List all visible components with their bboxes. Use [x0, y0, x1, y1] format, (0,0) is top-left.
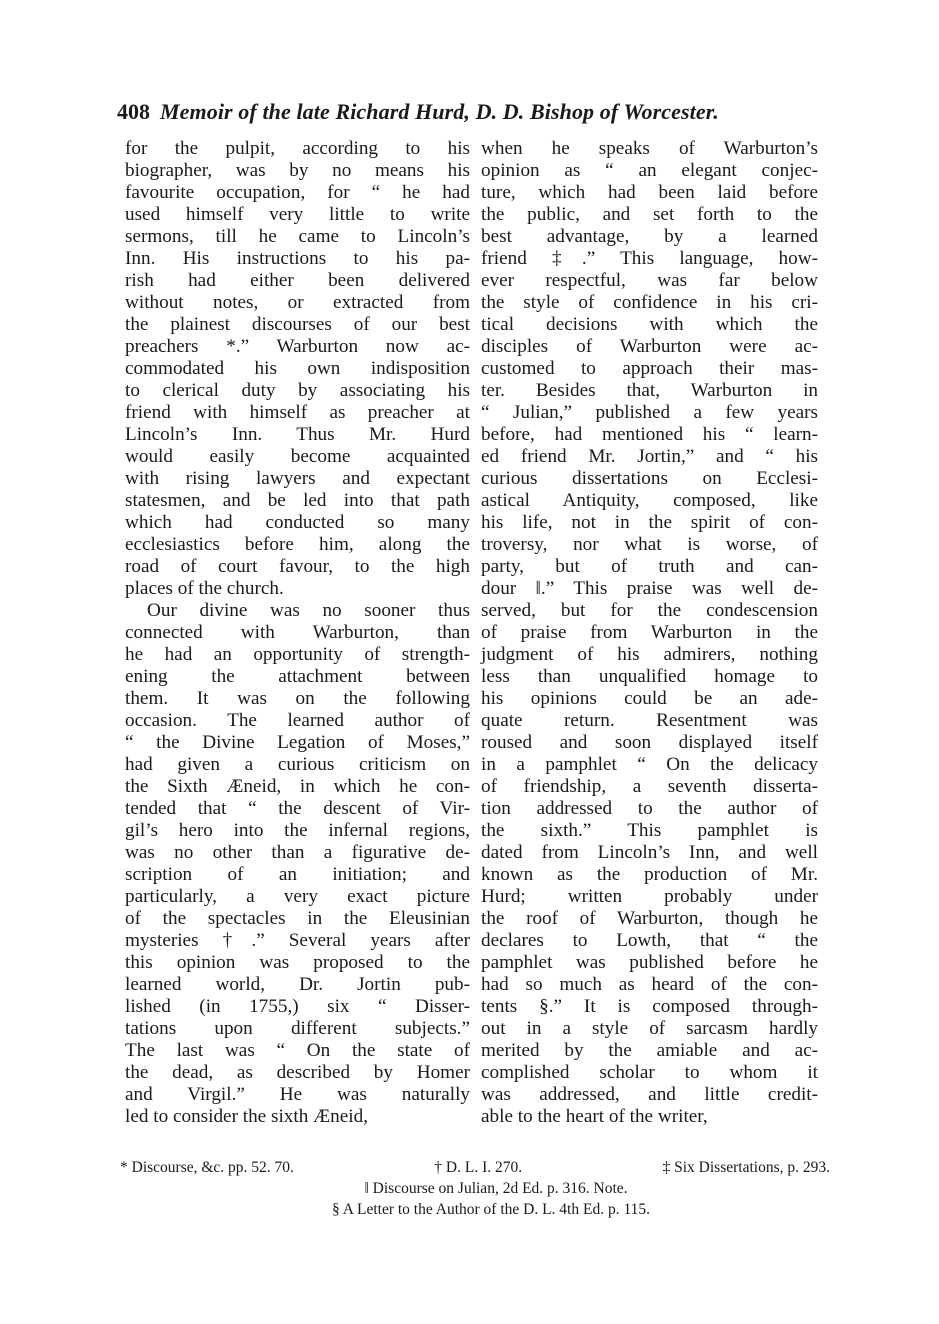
text-line: used himself very little to write: [125, 204, 470, 225]
text-line: in a pamphlet “ On the delicacy: [481, 754, 818, 775]
text-line: was no other than a figurative de-: [125, 842, 470, 863]
text-line: ever respectful, was far below: [481, 270, 818, 291]
text-line: tion addressed to the author of: [481, 798, 818, 819]
text-line: the plainest discourses of our best: [125, 314, 470, 335]
text-line: less than unqualified homage to: [481, 666, 818, 687]
text-line: “ the Divine Legation of Moses,”: [125, 732, 470, 753]
text-line: the public, and set forth to the: [481, 204, 818, 225]
text-line: of friendship, a seventh disserta-: [481, 776, 818, 797]
text-line: the sixth.” This pamphlet is: [481, 820, 818, 841]
text-line: curious dissertations on Ecclesi-: [481, 468, 818, 489]
text-line: complished scholar to whom it: [481, 1062, 818, 1083]
text-line: tents §.” It is composed through-: [481, 996, 818, 1017]
text-line: the Sixth Æneid, in which he con-: [125, 776, 470, 797]
text-line: statesmen, and be led into that path: [125, 490, 470, 511]
text-line: ed friend Mr. Jortin,” and “ his: [481, 446, 818, 467]
text-line: quate return. Resentment was: [481, 710, 818, 731]
text-line: the dead, as described by Homer: [125, 1062, 470, 1083]
text-line: Our divine was no sooner thus: [147, 600, 470, 621]
text-line: “ Julian,” published a few years: [481, 402, 818, 423]
text-line: ecclesiastics before him, along the: [125, 534, 470, 555]
text-line: mysteries †.” Several years after: [125, 930, 470, 951]
text-line: places of the church.: [125, 578, 284, 599]
text-line: the style of confidence in his cri-: [481, 292, 818, 313]
text-line: friend with himself as preacher at: [125, 402, 470, 423]
text-line: was addressed, and little credit-: [481, 1084, 818, 1105]
text-line: dated from Lincoln’s Inn, and well: [481, 842, 818, 863]
footnote-dagger: † D. L. I. 270.: [434, 1159, 523, 1176]
text-line: had so much as heard of the con-: [481, 974, 818, 995]
text-line: scription of an initiation; and: [125, 864, 470, 885]
text-line: The last was “ On the state of: [125, 1040, 470, 1061]
text-line: party, but of truth and can-: [481, 556, 818, 577]
text-line: this opinion was proposed to the: [125, 952, 470, 973]
footnote-section: § A Letter to the Author of the D. L. 4th Ed. p. 115.: [332, 1201, 650, 1218]
text-line: ture, which had been laid before: [481, 182, 818, 203]
footnote-row: [120, 1157, 832, 1178]
text-line: for the pulpit, according to his: [125, 138, 470, 159]
text-line: and Virgil.” He was naturally: [125, 1084, 470, 1105]
text-line: Inn. His instructions to his pa-: [125, 248, 470, 269]
text-line: served, but for the condescension: [481, 600, 818, 621]
text-line: judgment of his admirers, nothing: [481, 644, 818, 665]
text-line: gil’s hero into the infernal regions,: [125, 820, 470, 841]
text-line: had given a curious criticism on: [125, 754, 470, 775]
text-line: tended that “ the descent of Vir-: [125, 798, 470, 819]
text-line: occasion. The learned author of: [125, 710, 470, 731]
text-line: he had an opportunity of strength-: [125, 644, 470, 665]
text-line: to clerical duty by associating his: [125, 380, 470, 401]
text-line: favourite occupation, for “ he had: [125, 182, 470, 203]
text-line: disciples of Warburton were ac-: [481, 336, 818, 357]
footnotes: [120, 1157, 832, 1220]
text-line: before, had mentioned his “ learn-: [481, 424, 818, 445]
text-line: when he speaks of Warburton’s: [481, 138, 818, 159]
text-line: roused and soon displayed itself: [481, 732, 818, 753]
right-column: [481, 138, 818, 1128]
running-title: Memoir of the late Richard Hurd, D. D. Bishop of Worcester.: [160, 99, 719, 124]
text-line: ter. Besides that, Warburton in: [481, 380, 818, 401]
text-line: known as the production of Mr.: [481, 864, 818, 885]
footnote-asterisk: * Discourse, &c. pp. 52. 70.: [120, 1159, 294, 1176]
text-line: merited by the amiable and ac-: [481, 1040, 818, 1061]
page-number: 408: [117, 99, 150, 124]
text-line: pamphlet was published before he: [481, 952, 818, 973]
text-line: opinion as “ an elegant conjec-: [481, 160, 818, 181]
text-line: of praise from Warburton in the: [481, 622, 818, 643]
footnote-parallel: ‖ Discourse on Julian, 2d Ed. p. 316. Note.: [364, 1180, 628, 1197]
text-line: tations upon different subjects.”: [125, 1018, 470, 1039]
text-line: road of court favour, to the high: [125, 556, 470, 577]
text-line: declares to Lowth, that “ the: [481, 930, 818, 951]
text-line: lished (in 1755,) six “ Disser-: [125, 996, 470, 1017]
text-line: would easily become acquainted: [125, 446, 470, 467]
text-line: biographer, was by no means his: [125, 160, 470, 181]
text-line: his life, not in the spirit of con-: [481, 512, 818, 533]
left-column: [125, 138, 470, 1128]
text-line: Hurd; written probably under: [481, 886, 818, 907]
text-line: ening the attachment between: [125, 666, 470, 687]
text-line: preachers *.” Warburton now ac-: [125, 336, 470, 357]
text-line: Lincoln’s Inn. Thus Mr. Hurd: [125, 424, 470, 445]
text-line: the roof of Warburton, though he: [481, 908, 818, 929]
footnote-double-dagger: ‡ Six Dissertations, p. 293.: [662, 1159, 830, 1176]
text-line: his opinions could be an ade-: [481, 688, 818, 709]
text-line: troversy, nor what is worse, of: [481, 534, 818, 555]
text-line: them. It was on the following: [125, 688, 470, 709]
text-line: out in a style of sarcasm hardly: [481, 1018, 818, 1039]
text-line: dour ‖.” This praise was well de-: [481, 578, 818, 599]
text-line: of the spectacles in the Eleusinian: [125, 908, 470, 929]
text-line: led to consider the sixth Æneid,: [125, 1106, 369, 1127]
text-line: sermons, till he came to Lincoln’s: [125, 226, 470, 247]
text-line: commodated his own indisposition: [125, 358, 470, 379]
running-header: [117, 99, 827, 129]
text-line: learned world, Dr. Jortin pub-: [125, 974, 470, 995]
text-line: rish had either been delivered: [125, 270, 470, 291]
text-line: friend ‡.” This language, how-: [481, 248, 818, 269]
text-line: customed to approach their mas-: [481, 358, 818, 379]
text-line: tical decisions with which the: [481, 314, 818, 335]
text-line: astical Antiquity, composed, like: [481, 490, 818, 511]
text-line: which had conducted so many: [125, 512, 470, 533]
text-line: without notes, or extracted from: [125, 292, 470, 313]
text-line: with rising lawyers and expectant: [125, 468, 470, 489]
text-line: particularly, a very exact picture: [125, 886, 470, 907]
text-line: connected with Warburton, than: [125, 622, 470, 643]
text-line: able to the heart of the writer,: [481, 1106, 708, 1127]
text-line: best advantage, by a learned: [481, 226, 818, 247]
